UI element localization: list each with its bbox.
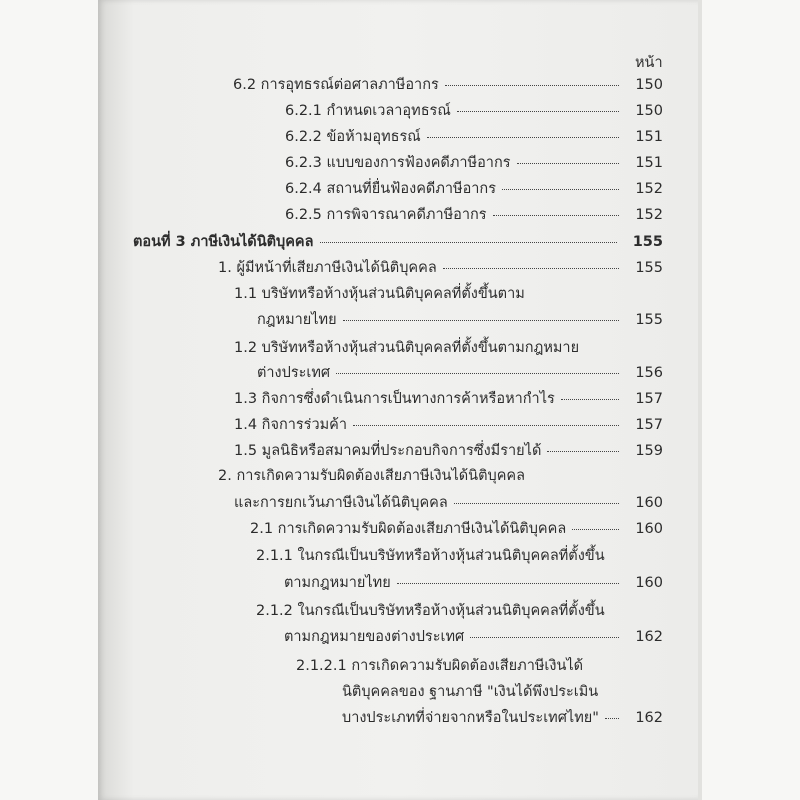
toc-entry-title: 6.2 การอุทธรณ์ต่อศาลภาษีอากร <box>233 77 439 93</box>
toc-entry-continuation <box>257 310 663 330</box>
dot-leader <box>353 425 619 426</box>
toc-entry <box>234 284 663 304</box>
toc-entry <box>285 179 663 199</box>
dot-leader <box>517 163 620 164</box>
toc-entry-continuation <box>342 708 663 728</box>
toc-entry <box>234 415 663 435</box>
toc-entry-page: 160 <box>635 575 663 591</box>
dot-leader <box>572 529 619 530</box>
toc-entry <box>234 441 663 461</box>
toc-entry-title: กฎหมายไทย <box>257 312 337 328</box>
toc-section-title: ตอนที่ 3 ภาษีเงินได้นิติบุคคล <box>133 234 314 250</box>
dot-leader <box>457 111 620 112</box>
dot-leader <box>493 215 620 216</box>
toc-entry-title: ตามกฎหมายไทย <box>284 575 391 591</box>
toc-entry-page: 152 <box>635 181 663 197</box>
dot-leader <box>502 189 619 190</box>
toc-section <box>133 232 663 252</box>
toc-entry-title: บางประเภทที่จ่ายจากหรือในประเทศไทย" <box>342 710 599 726</box>
toc-entry-title: 6.2.2 ข้อห้ามอุทธรณ์ <box>285 129 421 145</box>
toc-entry <box>233 75 663 95</box>
dot-leader <box>547 451 619 452</box>
toc-entry-page: 157 <box>635 417 663 433</box>
toc-entry-title: 6.2.1 กำหนดเวลาอุทธรณ์ <box>285 103 451 119</box>
toc-entry-continuation <box>284 627 663 647</box>
toc-entry-title: 2. การเกิดความรับผิดต้องเสียภาษีเงินได้นิติบุคคล <box>218 468 525 484</box>
toc-entry-title: ตามกฎหมายของต่างประเทศ <box>284 629 465 645</box>
toc-entry-continuation <box>342 682 663 702</box>
toc-entry-page: 155 <box>635 260 663 276</box>
dot-leader <box>397 583 620 584</box>
toc-entry-title: ต่างประเทศ <box>257 365 331 381</box>
toc-entry <box>285 101 663 121</box>
toc-entry <box>218 258 663 278</box>
toc-entry-title: 1.1 บริษัทหรือห้างหุ้นส่วนนิติบุคคลที่ตั้งขึ้นตาม <box>234 286 525 302</box>
toc-entry-title: นิติบุคคลของ ฐานภาษี "เงินได้พึงประเมิน <box>342 684 599 700</box>
toc-entry <box>256 601 663 621</box>
toc-entry <box>234 389 663 409</box>
toc-entry <box>285 153 663 173</box>
dot-leader <box>605 718 619 719</box>
toc-entry-title: 1.4 กิจการร่วมค้า <box>234 417 347 433</box>
toc-entry-continuation <box>234 493 663 513</box>
toc-entry-page: 151 <box>635 155 663 171</box>
toc-entry-page: 151 <box>635 129 663 145</box>
toc-entry-page: 152 <box>635 207 663 223</box>
dot-leader <box>443 268 620 269</box>
toc-entry-title: 2.1.2 ในกรณีเป็นบริษัทหรือห้างหุ้นส่วนนิติบุคคลที่ตั้งขึ้น <box>256 603 605 619</box>
toc-entry-title: 1.2 บริษัทหรือห้างหุ้นส่วนนิติบุคคลที่ตั้งขึ้นตามกฎหมาย <box>234 340 580 356</box>
toc-entry-title: 6.2.4 สถานที่ยื่นฟ้องคดีภาษีอากร <box>285 181 497 197</box>
toc-entry-page: 156 <box>635 365 663 381</box>
toc-entry-continuation <box>257 363 663 383</box>
toc-entry-title: 2.1 การเกิดความรับผิดต้องเสียภาษีเงินได้นิติบุคคล <box>250 521 567 537</box>
toc-entry-title: 2.1.1 ในกรณีเป็นบริษัทหรือห้างหุ้นส่วนนิติบุคคลที่ตั้งขึ้น <box>256 548 605 564</box>
toc-entry <box>285 205 663 225</box>
toc-section-page: 155 <box>632 234 663 250</box>
toc-entry-page: 162 <box>635 710 663 726</box>
toc-entry-continuation <box>284 573 663 593</box>
toc-entry-page: 155 <box>635 312 663 328</box>
toc-entry-page: 150 <box>635 77 663 93</box>
toc-entry <box>285 127 663 147</box>
toc-entry-page: 160 <box>635 521 663 537</box>
dot-leader <box>427 137 620 138</box>
toc-entry-page: 150 <box>635 103 663 119</box>
toc-entry <box>250 519 663 539</box>
toc-entry-title: 6.2.3 แบบของการฟ้องคดีภาษีอากร <box>285 155 511 171</box>
toc-entry-page: 159 <box>635 443 663 459</box>
toc-entry-title: 6.2.5 การพิจารณาคดีภาษีอากร <box>285 207 487 223</box>
toc-entry-title: 1.3 กิจการซึ่งดำเนินการเป็นทางการค้าหรือหากำไร <box>234 391 555 407</box>
page-column-header: หน้า <box>635 55 663 71</box>
dot-leader <box>470 637 619 638</box>
toc-entry-page: 162 <box>635 629 663 645</box>
toc-entry-page: 160 <box>635 495 663 511</box>
toc-entry <box>234 338 663 358</box>
toc-entry <box>218 466 663 486</box>
dot-leader <box>336 373 619 374</box>
toc-entry-page: 157 <box>635 391 663 407</box>
dot-leader <box>454 503 620 504</box>
toc-entry-title: 1.5 มูลนิธิหรือสมาคมที่ประกอบกิจการซึ่งมีรายได้ <box>234 443 542 459</box>
toc-entry <box>296 656 663 676</box>
toc-entry <box>256 546 663 566</box>
dot-leader <box>445 85 620 86</box>
dot-leader <box>320 242 617 243</box>
dot-leader <box>561 399 620 400</box>
toc-entry-title: และการยกเว้นภาษีเงินได้นิติบุคคล <box>234 495 448 511</box>
dot-leader <box>343 320 620 321</box>
toc-entry-title: 1. ผู้มีหน้าที่เสียภาษีเงินได้นิติบุคคล <box>218 260 437 276</box>
toc-entry-title: 2.1.2.1 การเกิดความรับผิดต้องเสียภาษีเงินได้ <box>296 658 584 674</box>
